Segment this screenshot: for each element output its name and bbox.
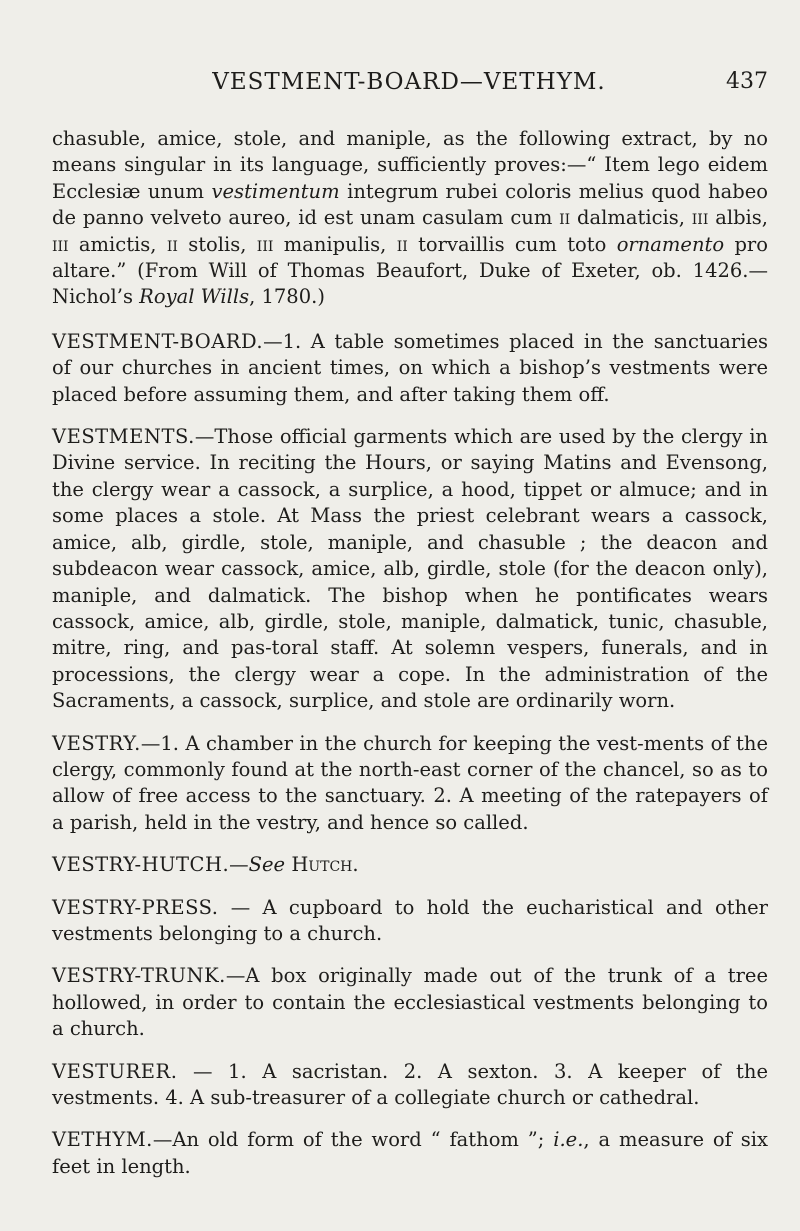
roman-numeral: iii <box>256 232 274 256</box>
entry-vestry-trunk <box>52 963 768 1042</box>
text-run: amictis, <box>68 232 167 256</box>
italic-run: Royal Wills <box>139 285 250 309</box>
definition: — 1. A sacristan. 2. A sexton. 3. A keeper of the vestments. 4. A sub-treasurer of a collegiate church or cathedral. <box>52 1059 768 1109</box>
definition: —1. A chamber in the church for keeping the vest-ments of the clergy, commonly found at the north-east corner of the chancel, so as to allow of free access to the sanctuary. 2. A meeting of the ratepayers of a parish, held in the vestry, and hence so called. <box>52 731 768 834</box>
definition: — A cupboard to hold the eucharistical and other vestments belonging to a church. <box>52 895 768 945</box>
running-title: VESTMENT-BOARD—VETHYM. <box>212 69 606 95</box>
entry-vestments <box>52 424 768 714</box>
headword: VESTMENTS. <box>52 425 195 449</box>
definition: —Those official garments which are used by the clergy in Divine service. In reciting the Hours, or saying Matins and Evensong, the clergy wear a cassock, a surplice, a hood, tippet or almuce; and in some places a stole. At Mass the priest celebrant wears a cassock, amice, alb, girdle, stole, maniple, and chasuble ; the deacon and subdeacon wear cassock, amice, alb, girdle, stole (for the deacon only), maniple, and dalmatick. The bishop when he pontificates wears cassock, amice, alb, girdle, stole, maniple, dalmatick, tunic, chasuble, mitre, ring, and pas-toral staff. At solemn vespers, funerals, and in processions, the clergy wear a cope. In the administration of the Sacraments, a cassock, surplice, and stole are ordinarily worn. <box>52 425 768 713</box>
see-dash: — <box>229 853 249 877</box>
cross-reference: Hutch. <box>291 853 359 877</box>
text-run: stolis, <box>177 232 257 256</box>
text-run: manipulis, <box>273 232 397 256</box>
running-head <box>48 66 770 100</box>
continuation-paragraph <box>52 126 768 311</box>
roman-numeral: ii <box>166 232 178 256</box>
text-run: pro altare.” (From Will of Thomas Beaufort, Duke of Exeter, ob. 1426.—Nichol’s <box>52 232 768 309</box>
definition: —A box originally made out of the trunk of a tree hollowed, in order to contain the ecclesiastical vestments belonging to a church. <box>52 964 768 1041</box>
definition: —1. A table sometimes placed in the sanctuaries of our churches in ancient times, on which a bishop’s vestments were placed before assuming them, and after taking them off. <box>52 329 768 406</box>
entry-vestry-press <box>52 895 768 948</box>
roman-numeral: iii <box>52 232 69 256</box>
roman-numeral: ii <box>396 232 408 256</box>
headword: VESTRY-HUTCH. <box>52 853 230 877</box>
text-run: dalmaticis, <box>570 206 692 230</box>
headword: VESTRY-TRUNK. <box>52 964 226 988</box>
headword: VESTRY. <box>52 731 141 755</box>
headword: VESTURER. <box>52 1059 178 1083</box>
roman-numeral: ii <box>559 206 571 230</box>
entry-vesturer <box>52 1059 768 1112</box>
headword: VETHYM. <box>52 1128 153 1152</box>
entry-vestry <box>52 731 768 837</box>
definition-end: , a measure of six feet in length. <box>52 1128 769 1178</box>
italic-abbrev: i.e. <box>553 1128 584 1152</box>
headword: VESTRY-PRESS. <box>52 895 219 919</box>
roman-numeral: iii <box>691 206 709 230</box>
definition: —An old form of the word “ fathom ”; <box>152 1128 554 1152</box>
page-body <box>52 126 768 1196</box>
entry-vestment-board <box>52 329 768 408</box>
page-number: 437 <box>726 69 768 94</box>
text-run: chasuble, amice, stole, and maniple, as the following extract, by no means singular in its language, sufficiently proves:—“ Item lego eidem Ecclesiæ unum <box>52 127 768 203</box>
italic-run: vestimentum <box>211 179 340 203</box>
text-run: , 1780.) <box>249 285 325 309</box>
entry-vestry-hutch <box>52 852 768 878</box>
text-run: torvaillis cum toto <box>407 232 617 256</box>
italic-run: ornamento <box>616 232 725 256</box>
text-run: albis, <box>708 206 768 230</box>
see-label: See <box>248 853 286 877</box>
headword: VESTMENT-BOARD. <box>52 329 264 353</box>
text-run: integrum rubei coloris melius quod habeo de panno velveto aureo, id est unam casulam cum <box>52 179 768 230</box>
entry-vethym <box>52 1127 768 1180</box>
